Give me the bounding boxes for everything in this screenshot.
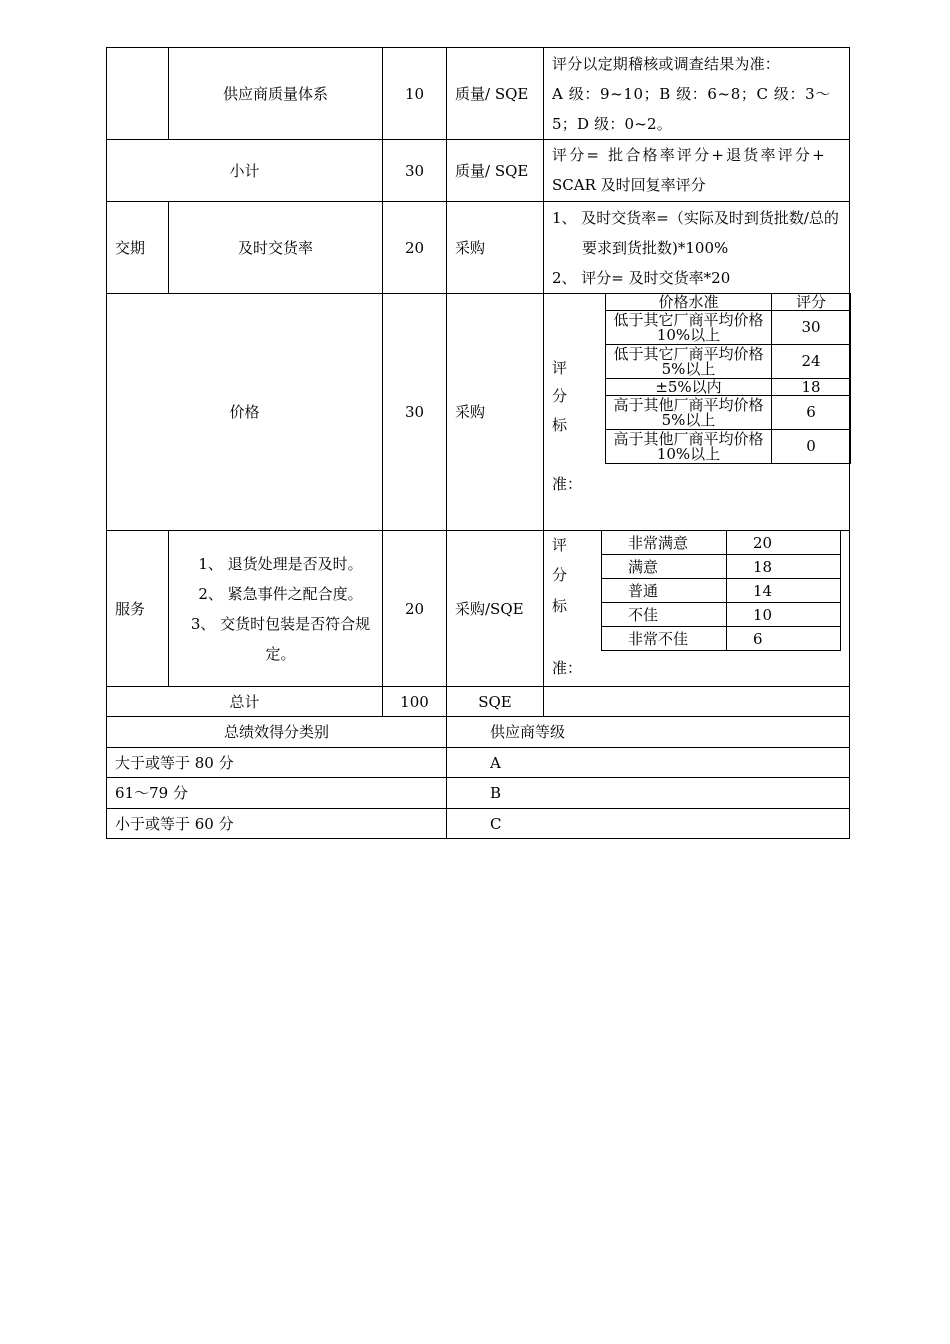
grade-row [107,748,850,778]
criteria-char: 评 [552,359,568,377]
criteria-cell [544,140,850,202]
criteria-char: 准： [552,659,583,677]
grade-row [107,809,850,839]
service-item: 2、 紧急事件之配合度。 [198,584,363,603]
price-table-header [606,294,851,311]
category-cell: 服务 [107,531,169,687]
criteria-line: 评分= 批合格率评分+退货率评分+ [552,146,827,164]
criteria-line: 2、 评分= 及时交货率*20 [552,269,731,287]
grade-range: 小于或等于 60 分 [107,809,447,839]
grade-row [107,778,850,809]
service-score: 10 [727,603,841,627]
service-score: 20 [727,531,841,555]
score-cell: 10 [383,48,447,140]
price-level-header: 价格水准 [606,294,772,311]
criteria-line: A 级：9~10；B 级：6~8；C 级：3～ [552,85,831,103]
dept-cell: 质量/ SQE [447,48,544,140]
score-cell: 30 [383,294,447,531]
category-cell: 交期 [107,202,169,294]
subtotal-label: 小计 [107,140,383,202]
service-score: 6 [727,627,841,651]
service-table-row [602,531,841,555]
grade-level-header: 供应商等级 [447,717,850,748]
price-table-row [606,396,851,430]
category-cell-empty [107,48,169,140]
grade-range: 大于或等于 80 分 [107,748,447,778]
criteria-cell [544,531,850,687]
row-quality-system [107,48,850,140]
price-score: 0 [772,430,851,464]
service-score: 18 [727,555,841,579]
row-service [107,531,850,687]
row-subtotal [107,140,850,202]
score-cell: 20 [383,531,447,687]
criteria-char: 标 [552,597,568,615]
price-table-row [606,311,851,345]
criteria-cell [544,294,850,531]
total-label: 总计 [107,687,383,717]
price-score: 18 [772,379,851,396]
row-price [107,294,850,531]
dept-cell: 采购 [447,294,544,531]
grade-range-header: 总绩效得分类别 [107,717,447,748]
price-level: 高于其他厂商平均价格 10%以上 [606,430,772,464]
dept-cell: 采购/SQE [447,531,544,687]
dept-cell: 采购 [447,202,544,294]
price-level: 高于其他厂商平均价格 5%以上 [606,396,772,430]
price-label: 价格 [107,294,383,531]
grade-value: C [447,809,850,839]
service-table-row [602,627,841,651]
price-level: 低于其它厂商平均价格 10%以上 [606,311,772,345]
criteria-char: 标 [552,416,568,434]
criteria-char: 准： [552,475,583,493]
service-level: 满意 [602,555,727,579]
service-score: 14 [727,579,841,603]
criteria-line: SCAR 及时回复率评分 [552,176,706,194]
criteria-line: 1、 及时交货率=（实际及时到货批数/总的要求到货批数)*100% [552,209,839,257]
grade-value: B [447,778,850,809]
criteria-char: 评 [552,536,568,554]
grade-header-row [107,717,850,748]
item-cell: 及时交货率 [169,202,383,294]
service-table-row [602,579,841,603]
price-level: 低于其它厂商平均价格 5%以上 [606,345,772,379]
service-level: 非常满意 [602,531,727,555]
criteria-cell [544,48,850,140]
grade-range: 61～79 分 [107,778,447,809]
grade-value: A [447,748,850,778]
score-cell: 100 [383,687,447,717]
price-score: 6 [772,396,851,430]
criteria-cell-empty [544,687,850,717]
price-score: 24 [772,345,851,379]
service-items-cell [169,531,383,687]
price-level: ±5%以内 [606,379,772,396]
dept-cell: SQE [447,687,544,717]
score-cell: 30 [383,140,447,202]
service-scoring-table [601,530,841,651]
row-delivery [107,202,850,294]
service-table-row [602,603,841,627]
service-item: 1、 退货处理是否及时。 [198,554,363,573]
service-level: 不佳 [602,603,727,627]
price-scoring-table [605,293,851,464]
row-total [107,687,850,717]
evaluation-document [106,47,849,839]
service-table-row [602,555,841,579]
score-cell: 20 [383,202,447,294]
price-score-header: 评分 [772,294,851,311]
criteria-char: 分 [552,387,568,405]
price-table-row [606,430,851,464]
price-table-row [606,379,851,396]
service-level: 非常不佳 [602,627,727,651]
price-score: 30 [772,311,851,345]
dept-cell: 质量/ SQE [447,140,544,202]
service-item: 3、 交货时包装是否符合规定。 [190,614,371,663]
criteria-line: 5；D 级：0~2。 [552,115,672,133]
criteria-cell [544,202,850,294]
item-cell: 供应商质量体系 [169,48,383,140]
service-level: 普通 [602,579,727,603]
price-table-row [606,345,851,379]
criteria-char: 分 [552,566,568,584]
criteria-line: 评分以定期稽核或调查结果为准： [552,55,781,73]
supplier-evaluation-table [106,47,850,839]
